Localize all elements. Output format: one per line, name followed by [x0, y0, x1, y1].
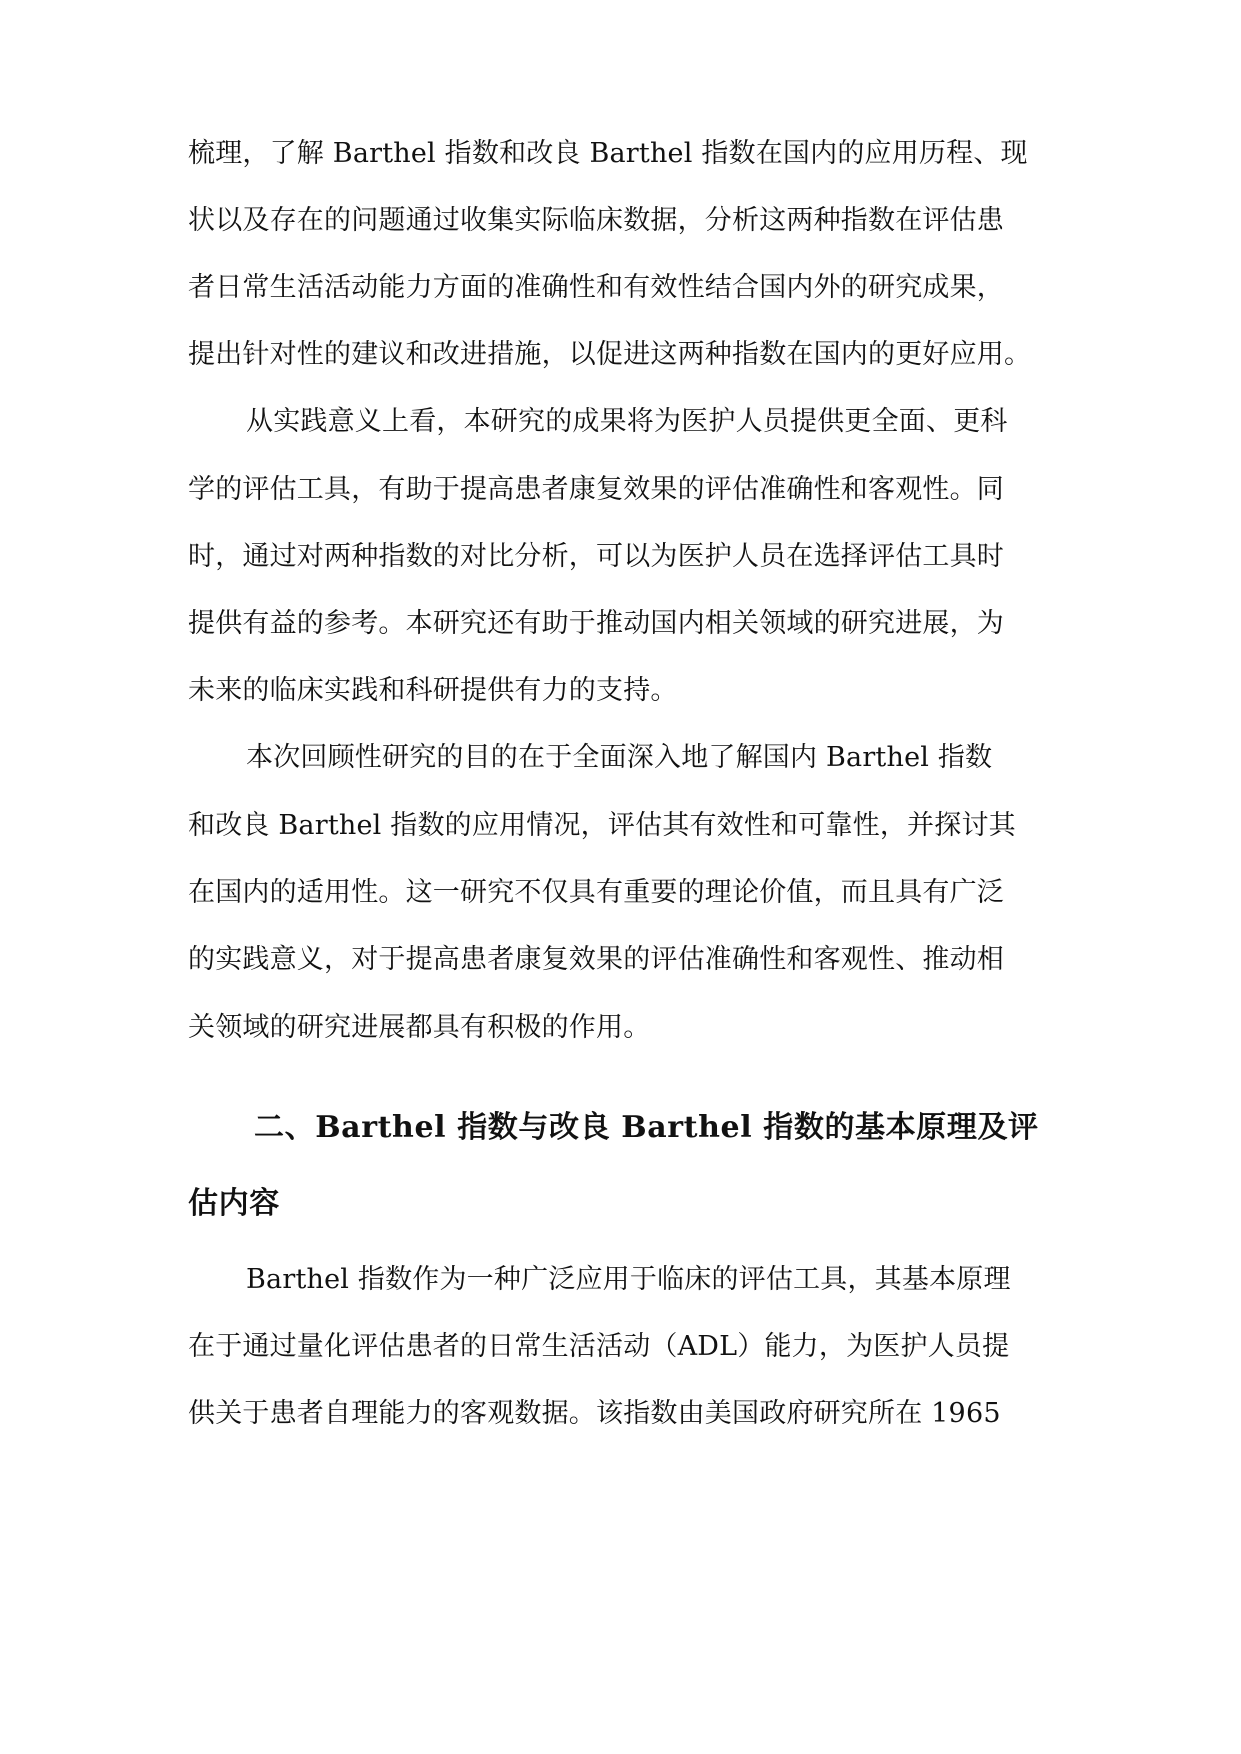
paragraph-line: 未来的临床实践和科研提供有力的支持。 [188, 675, 678, 706]
paragraph-line: 者日常生活活动能力方面的准确性和有效性结合国内外的研究成果， [188, 272, 1004, 303]
paragraph-line: 提供有益的参考。本研究还有助于推动国内相关领域的研究进展，为 [188, 608, 1004, 639]
paragraph-line: 时，通过对两种指数的对比分析，可以为医护人员在选择评估工具时 [188, 541, 1004, 572]
paragraph-line: 供关于患者自理能力的客观数据。该指数由美国政府研究所在 1965 [188, 1398, 1001, 1429]
paragraph-line: 提出针对性的建议和改进措施，以促进这两种指数在国内的更好应用。 [188, 339, 1032, 370]
paragraph-line: 在国内的适用性。这一研究不仅具有重要的理论价值，而且具有广泛 [188, 877, 1004, 908]
section-heading-line: 估内容 [188, 1186, 280, 1221]
paragraph-line: Barthel 指数作为一种广泛应用于临床的评估工具，其基本原理 [246, 1264, 1011, 1295]
paragraph-line: 状以及存在的问题通过收集实际临床数据，分析这两种指数在评估患 [188, 205, 1004, 236]
section-heading-line: 二、Barthel 指数与改良 Barthel 指数的基本原理及评 [254, 1110, 1039, 1145]
paragraph-line: 本次回顾性研究的目的在于全面深入地了解国内 Barthel 指数 [246, 742, 993, 773]
paragraph-line: 的实践意义，对于提高患者康复效果的评估准确性和客观性、推动相 [188, 944, 1004, 975]
paragraph-line: 在于通过量化评估患者的日常生活活动（ADL）能力，为医护人员提 [188, 1331, 1010, 1362]
paragraph-line: 学的评估工具，有助于提高患者康复效果的评估准确性和客观性。同 [188, 474, 1004, 505]
paragraph-line: 梳理，了解 Barthel 指数和改良 Barthel 指数在国内的应用历程、现 [188, 138, 1028, 169]
paragraph-line: 和改良 Barthel 指数的应用情况，评估其有效性和可靠性，并探讨其 [188, 810, 1016, 841]
paragraph-line: 从实践意义上看，本研究的成果将为医护人员提供更全面、更科 [246, 406, 1008, 437]
paragraph-line: 关领域的研究进展都具有积极的作用。 [188, 1012, 651, 1043]
